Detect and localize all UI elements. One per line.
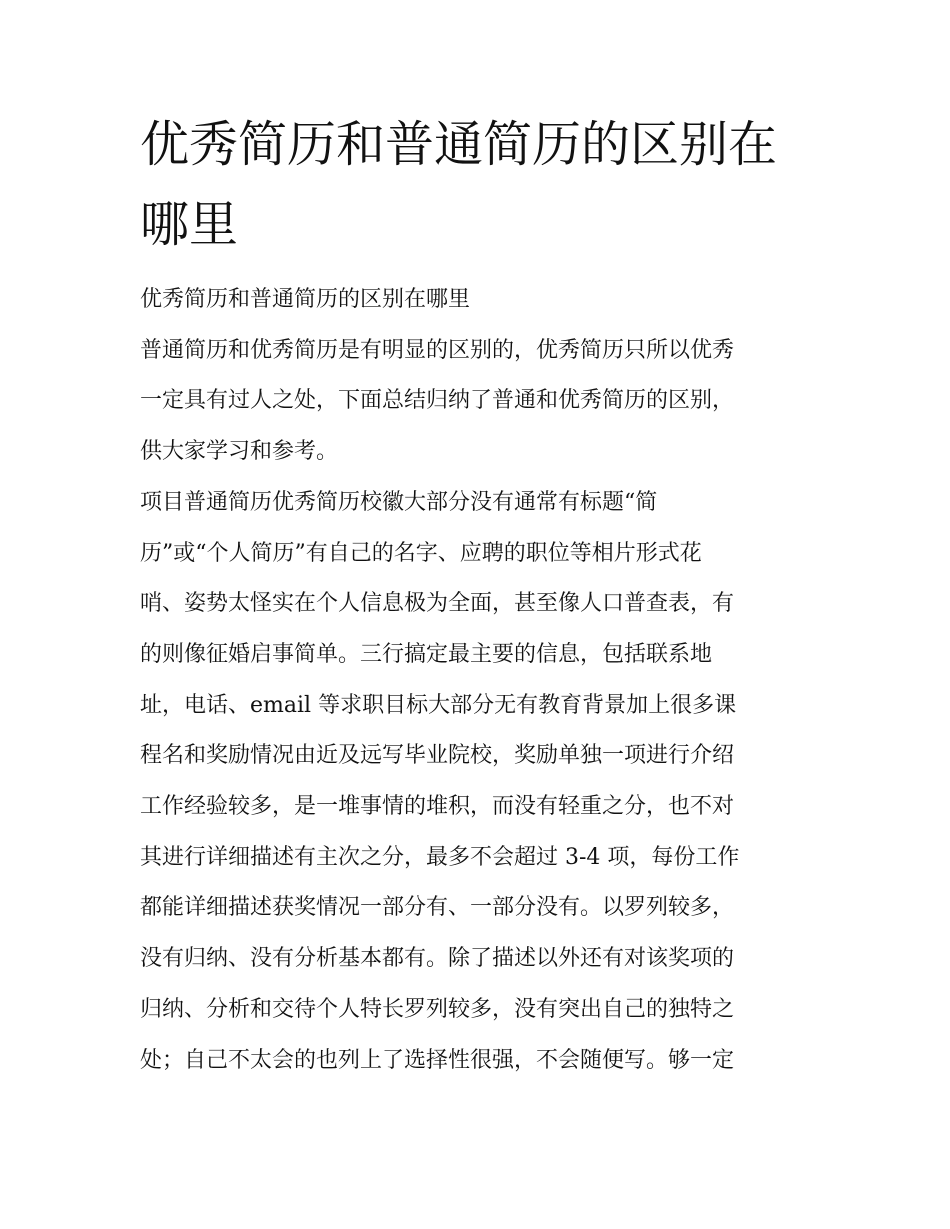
title-line: 哪里 (140, 196, 239, 253)
text-line: 归纳、分析和交待个人特长罗列较多，没有突出自己的独特之 (140, 996, 735, 1022)
text-line: 址，电话、email 等求职目标大部分无有教育背景加上很多课 (140, 692, 737, 718)
text-line: 普通简历和优秀简历是有明显的区别的，优秀简历只所以优秀 (140, 337, 735, 363)
title-line: 优秀简历和普通简历的区别在 (140, 116, 778, 173)
text-line: 历”或“个人简历”有自己的名字、应聘的职位等相片形式花 (140, 540, 702, 566)
paragraph-comparison (140, 478, 739, 1086)
text-line: 处；自己不太会的也列上了选择性很强，不会随便写。够一定 (140, 1047, 735, 1073)
text-line: 的则像征婚启事简单。三行搞定最主要的信息，包括联系地 (140, 641, 713, 667)
text-line: 一定具有过人之处，下面总结归纳了普通和优秀简历的区别， (140, 388, 735, 414)
text-line: 项目普通简历优秀简历校徽大部分没有通常有标题“简 (140, 489, 658, 515)
subtitle: 优秀简历和普通简历的区别在哪里 (140, 287, 471, 312)
text-line: 其进行详细描述有主次之分，最多不会超过 3-4 项，每份工作 (140, 844, 740, 870)
text-line: 供大家学习和参考。 (140, 439, 339, 465)
text-line: 没有归纳、没有分析基本都有。除了描述以外还有对该奖项的 (140, 946, 735, 972)
paragraph-intro (140, 326, 739, 478)
document-title (140, 105, 777, 265)
document-body (140, 275, 739, 1086)
text-line: 程名和奖励情况由近及远写毕业院校，奖励单独一项进行介绍 (140, 743, 735, 769)
text-line: 都能详细描述获奖情况一部分有、一部分没有。以罗列较多， (140, 895, 735, 921)
text-line: 哨、姿势太怪实在个人信息极为全面，甚至像人口普查表，有 (140, 591, 735, 617)
text-line: 工作经验较多，是一堆事情的堆积，而没有轻重之分，也不对 (140, 794, 735, 820)
